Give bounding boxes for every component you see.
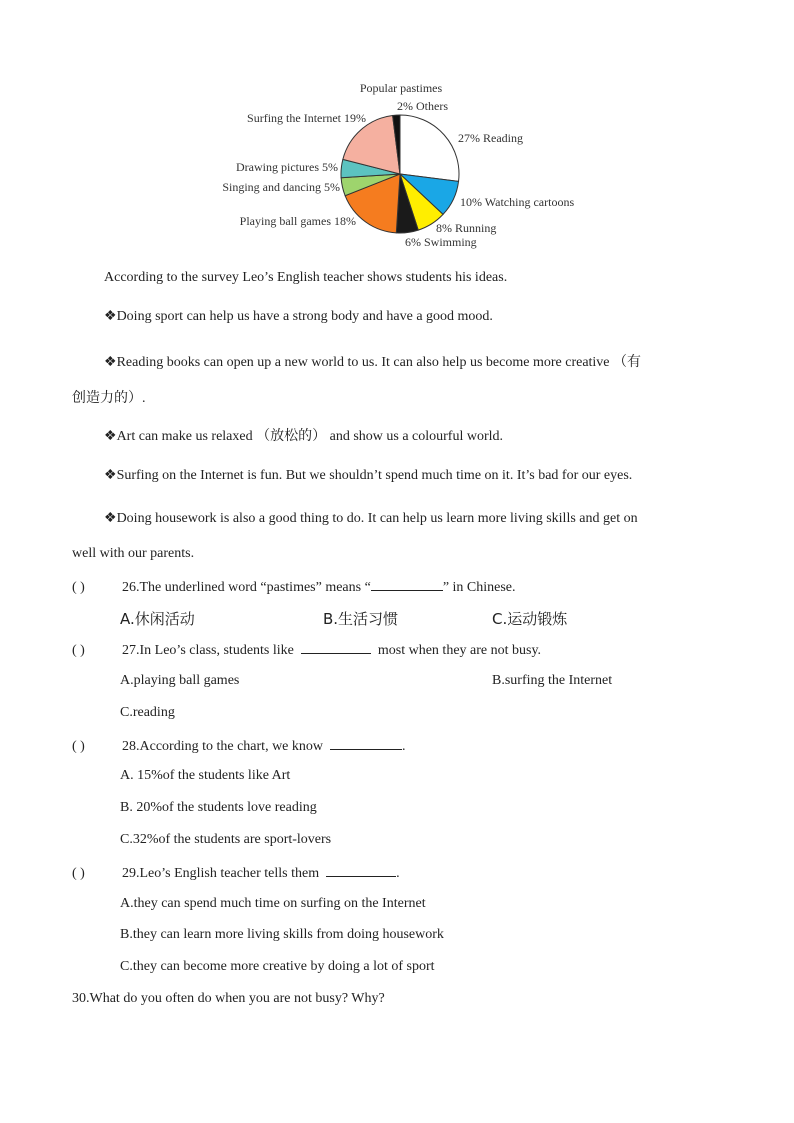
option-28c[interactable]: C.32%of the students are sport-lovers: [120, 832, 332, 847]
option-29b[interactable]: B.they can learn more living skills from doing housework: [120, 927, 444, 942]
option-26c[interactable]: C.运动锻炼: [492, 610, 568, 628]
answer-blank[interactable]: [326, 864, 396, 877]
pie-chart: [200, 76, 600, 256]
bullet-marker: ❖: [104, 429, 117, 444]
slice-label-reading: 27% Reading: [458, 131, 523, 145]
question-26: ( ) 26.The underlined word “pastimes” means “ ” in Chinese.: [72, 580, 516, 595]
slice-label-watching-cartoons: 10% Watching cartoons: [460, 195, 575, 209]
option-29a[interactable]: A.they can spend much time on surfing on the Internet: [120, 896, 426, 911]
slice-label-running: 8% Running: [436, 221, 497, 235]
option-26a[interactable]: A.休闲活动: [120, 610, 195, 628]
bullet-reading: ❖Reading books can open up a new world to us. It can also help us become more creative （有: [104, 355, 642, 370]
option-28a[interactable]: A. 15%of the students like Art: [120, 768, 291, 783]
bullet-marker: ❖: [104, 511, 117, 526]
option-28b[interactable]: B. 20%of the students love reading: [120, 800, 317, 815]
bullet-sport: ❖Doing sport can help us have a strong body and have a good mood.: [104, 309, 493, 324]
option-29c[interactable]: C.they can become more creative by doing a lot of sport: [120, 959, 435, 974]
bullet-art: ❖Art can make us relaxed （放松的） and show us a colourful world.: [104, 429, 504, 444]
bullet-marker: ❖: [104, 309, 117, 324]
slice-label-singing-and-dancing: Singing and dancing 5%: [222, 180, 340, 194]
bullet-marker: ❖: [104, 355, 117, 370]
passage-intro: According to the survey Leo’s English teacher shows students his ideas.: [104, 270, 508, 285]
bullet-internet: ❖Surfing on the Internet is fun. But we shouldn’t spend much time on it. It’s bad for our eyes.: [104, 468, 633, 483]
bullet-reading-cont: 创造力的）.: [72, 391, 146, 406]
question-27: ( ) 27.In Leo’s class, students like most when they are not busy.: [72, 643, 542, 658]
slice-label-playing-ball-games: Playing ball games 18%: [239, 214, 356, 228]
question-29: ( ) 29.Leo’s English teacher tells them .: [72, 866, 400, 881]
pie-slice-reading: [400, 115, 459, 181]
option-27c[interactable]: C.reading: [120, 705, 175, 720]
slice-label-surfing-the-internet: Surfing the Internet 19%: [247, 111, 366, 125]
answer-blank[interactable]: [301, 641, 371, 654]
chart-title: Popular pastimes: [359, 81, 443, 95]
answer-bracket[interactable]: ( ): [72, 643, 85, 658]
question-30: 30.What do you often do when you are not busy? Why?: [72, 991, 385, 1006]
slice-label-others: 2% Others: [397, 99, 448, 113]
option-26b[interactable]: B.生活习惯: [323, 610, 399, 628]
question-28: ( ) 28.According to the chart, we know .: [72, 739, 406, 754]
answer-bracket[interactable]: ( ): [72, 739, 85, 754]
pie-chart-svg: [200, 76, 600, 256]
bullet-housework: ❖Doing housework is also a good thing to do. It can help us learn more living skills and get on: [104, 511, 638, 526]
bullet-marker: ❖: [104, 468, 117, 483]
slice-label-drawing-pictures: Drawing pictures 5%: [236, 160, 338, 174]
answer-blank[interactable]: [371, 578, 443, 591]
answer-blank[interactable]: [330, 737, 402, 750]
option-27b[interactable]: B.surfing the Internet: [492, 673, 613, 688]
answer-bracket[interactable]: ( ): [72, 866, 85, 881]
answer-bracket[interactable]: ( ): [72, 580, 85, 595]
bullet-housework-cont: well with our parents.: [72, 546, 195, 561]
slice-label-swimming: 6% Swimming: [405, 235, 477, 249]
option-27a[interactable]: A.playing ball games: [120, 673, 240, 688]
